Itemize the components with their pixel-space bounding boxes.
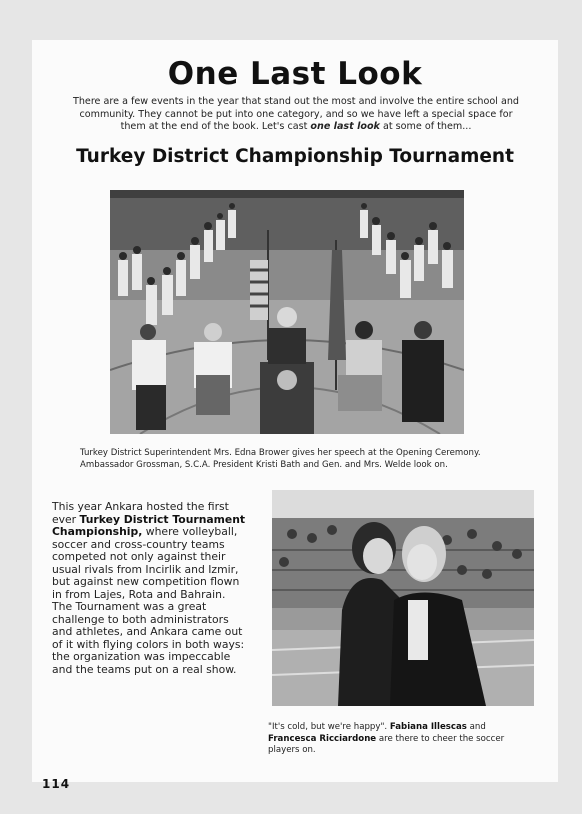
caption-name-2: Francesca Ricciardone: [268, 733, 377, 744]
opening-ceremony-photo: [110, 190, 464, 434]
yearbook-page: [32, 40, 558, 791]
intro-tail: at some of them...: [379, 121, 472, 133]
caption-tail: are there to cheer the soccer players on.: [268, 733, 505, 755]
caption-name-1: Fabiana Illescas: [389, 722, 467, 732]
page-title: One Last Look: [167, 56, 423, 92]
article-text-start: This year Ankara hosted the first ever: [52, 500, 229, 526]
caption-quote: "It's cold, but we're happy".: [268, 722, 390, 732]
section-subtitle: Turkey District Championship Tournament: [76, 146, 514, 167]
page-number: 114: [42, 777, 71, 791]
article-highlight: Turkey District Tournament Championship,: [52, 512, 246, 538]
caption-and: and: [466, 722, 486, 732]
cheering-students-photo: [272, 490, 534, 706]
article-text-rest: where volleyball, soccer and cross-country teams competed not only against their usual rivals from Incirlik and Izmir, but against new competition flown in from Lajes, Rota and Bahrain. The Tournament was a great challenge to both administrators and athletes, and Ankara came out of it with flying colors in both ways: the organization was impeccable and the teams put on a real show.: [52, 525, 245, 676]
intro-text: There are a few events in the year that stand out the most and involve the entire school and community. They cannot be put into one category, and so we have left a special space for them at the end of the book. Let's cast: [72, 96, 519, 133]
intro-emphasis: one last look: [310, 121, 380, 133]
article-body: [52, 501, 248, 676]
intro-paragraph: [68, 96, 524, 134]
caption-cheering: [268, 722, 524, 757]
caption-ceremony: Turkey District Superintendent Mrs. Edna Brower gives her speech at the Opening Ceremony. Ambassador Grossman, S.C.A. President Kristi Bath and Gen. and Mrs. Welde look on.: [80, 448, 481, 470]
